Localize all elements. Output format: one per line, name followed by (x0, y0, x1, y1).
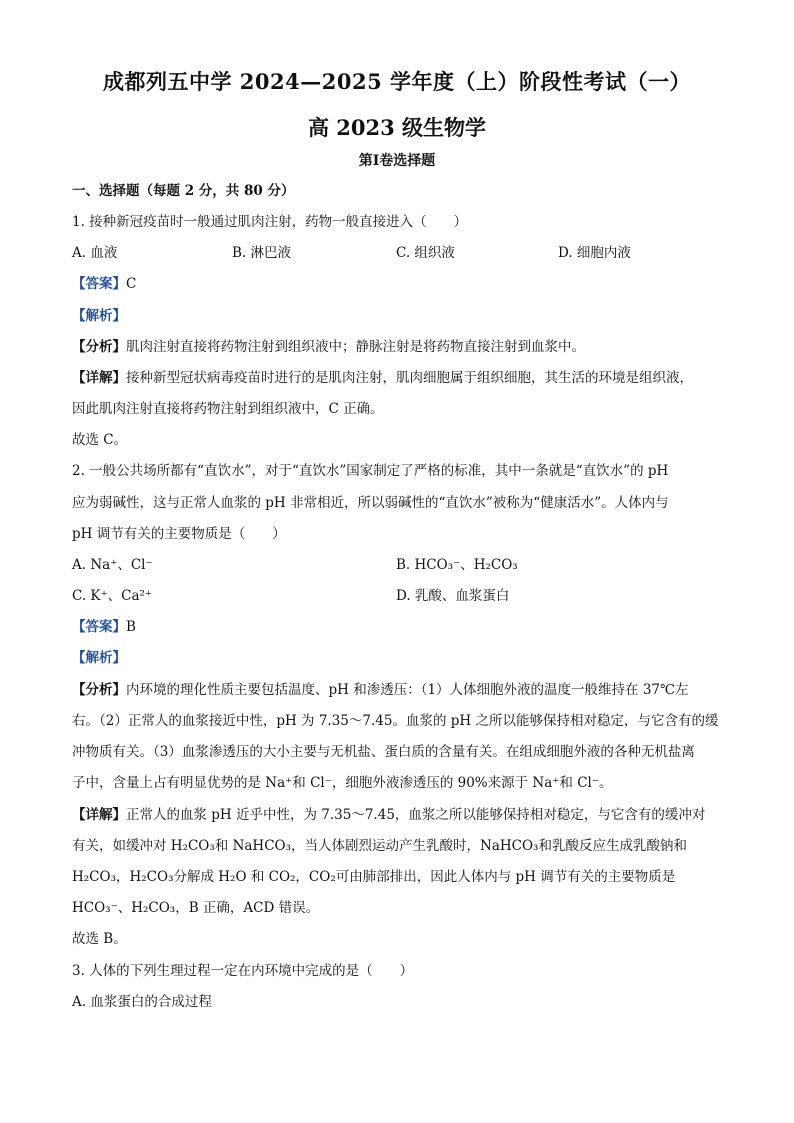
q2-option-b: B. HCO₃⁻、H₂CO₃ (396, 557, 518, 573)
q2-option-c: C. K⁺、Ca²⁺ (72, 588, 153, 604)
q1-answer-line (72, 275, 722, 293)
q2-stem-3: pH 调节有关的主要物质是（ ） (72, 526, 286, 542)
q1-option-b: B. 淋巴液 (232, 245, 292, 261)
analysis-tag: 【解析】 (72, 650, 126, 666)
volume-heading: 第Ⅰ卷选择题 (358, 153, 436, 169)
q1-analysis-line (72, 307, 722, 325)
q2-xiangjie-line-1 (72, 806, 722, 824)
q2-fenxi-3: 冲物质有关。（3）血浆渗透压的大小主要与无机盐、蛋白质的含量有关。在组成细胞外液的各种无机盐离 (72, 744, 695, 760)
q1-option-c: C. 组织液 (396, 245, 455, 261)
answer-tag: 【答案】 (72, 619, 126, 635)
xiangjie-tag: 【详解】 (72, 807, 126, 823)
q1-xiangjie-line-1 (72, 369, 722, 387)
q1-fenxi: 肌肉注射直接将药物注射到组织液中；静脉注射是将药物直接注射到血浆中。 (126, 339, 585, 355)
xiangjie-tag: 【详解】 (72, 370, 126, 386)
answer-tag: 【答案】 (72, 276, 126, 292)
q2-answer-line (72, 618, 722, 636)
q1-conclusion: 故选 C。 (72, 432, 128, 448)
q3-option-a: A. 血浆蛋白的合成过程 (72, 994, 212, 1010)
q2-stem-1: 2. 一般公共场所都有“直饮水”，对于“直饮水”国家制定了严格的标准，其中一条就是“直饮水”的 pH (72, 463, 669, 479)
q2-conclusion: 故选 B。 (72, 931, 127, 947)
q1-option-d: D. 细胞内液 (558, 245, 631, 261)
q3-stem: 3. 人体的下列生理过程一定在内环境中完成的是（ ） (72, 963, 414, 979)
q2-xiangjie-1: 正常人的血浆 pH 近乎中性，为 7.35～7.45，血浆之所以能够保持相对稳定，与它含有的缓冲对 (126, 807, 706, 823)
q2-xiangjie-2: 有关，如缓冲对 H₂CO₃和 NaHCO₃，当人体剧烈运动产生乳酸时，NaHCO₃和乳酸反应生成乳酸钠和 (72, 838, 687, 854)
q2-option-a: A. Na⁺、Cl⁻ (72, 557, 153, 573)
q1-xiangjie-1: 接种新型冠状病毒疫苗时进行的是肌肉注射，肌肉细胞属于组织细胞，其生活的环境是组织液， (126, 370, 693, 386)
q2-answer: B (126, 619, 136, 635)
q2-option-d: D. 乳酸、血浆蛋白 (396, 588, 510, 604)
q2-xiangjie-3: H₂CO₃，H₂CO₃分解成 H₂O 和 CO₂，CO₂可由肺部排出，因此人体内与 pH 调节有关的主要物质是 (72, 869, 676, 885)
analysis-tag: 【解析】 (72, 308, 126, 324)
q2-xiangjie-4: HCO₃⁻、H₂CO₃，B 正确，ACD 错误。 (72, 900, 320, 916)
q2-fenxi-4: 子中，含量上占有明显优势的是 Na⁺和 Cl⁻，细胞外液渗透压的 90%来源于 Na⁺和 Cl⁻。 (72, 775, 613, 791)
q1-option-a: A. 血液 (72, 245, 118, 261)
q1-fenxi-line (72, 338, 722, 356)
q2-fenxi-line-1 (72, 681, 722, 699)
q1-stem: 1. 接种新冠疫苗时一般通过肌肉注射，药物一般直接进入（ ） (72, 214, 468, 230)
section-heading: 一、选择题（每题 2 分，共 80 分） (72, 183, 295, 199)
exam-title: 成都列五中学 2024—2025 学年度（上）阶段性考试（一） (102, 69, 691, 94)
q2-stem-2: 应为弱碱性，这与正常人血浆的 pH 非常相近，所以弱碱性的“直饮水”被称为“健康活水”。人体内与 (72, 495, 669, 511)
exam-subtitle: 高 2023 级生物学 (307, 115, 487, 140)
fenxi-tag: 【分析】 (72, 339, 126, 355)
q2-fenxi-1: 内环境的理化性质主要包括温度、pH 和渗透压：（1）人体细胞外液的温度一般维持在 37℃左 (126, 682, 689, 698)
q2-fenxi-2: 右。（2）正常人的血浆接近中性，pH 为 7.35～7.45。血浆的 pH 之所以能够保持相对稳定，与它含有的缓 (72, 713, 719, 729)
fenxi-tag: 【分析】 (72, 682, 126, 698)
q1-answer: C (126, 276, 137, 292)
q1-xiangjie-2: 因此肌肉注射直接将药物注射到组织液中，C 正确。 (72, 401, 384, 417)
q2-analysis-line (72, 649, 722, 667)
